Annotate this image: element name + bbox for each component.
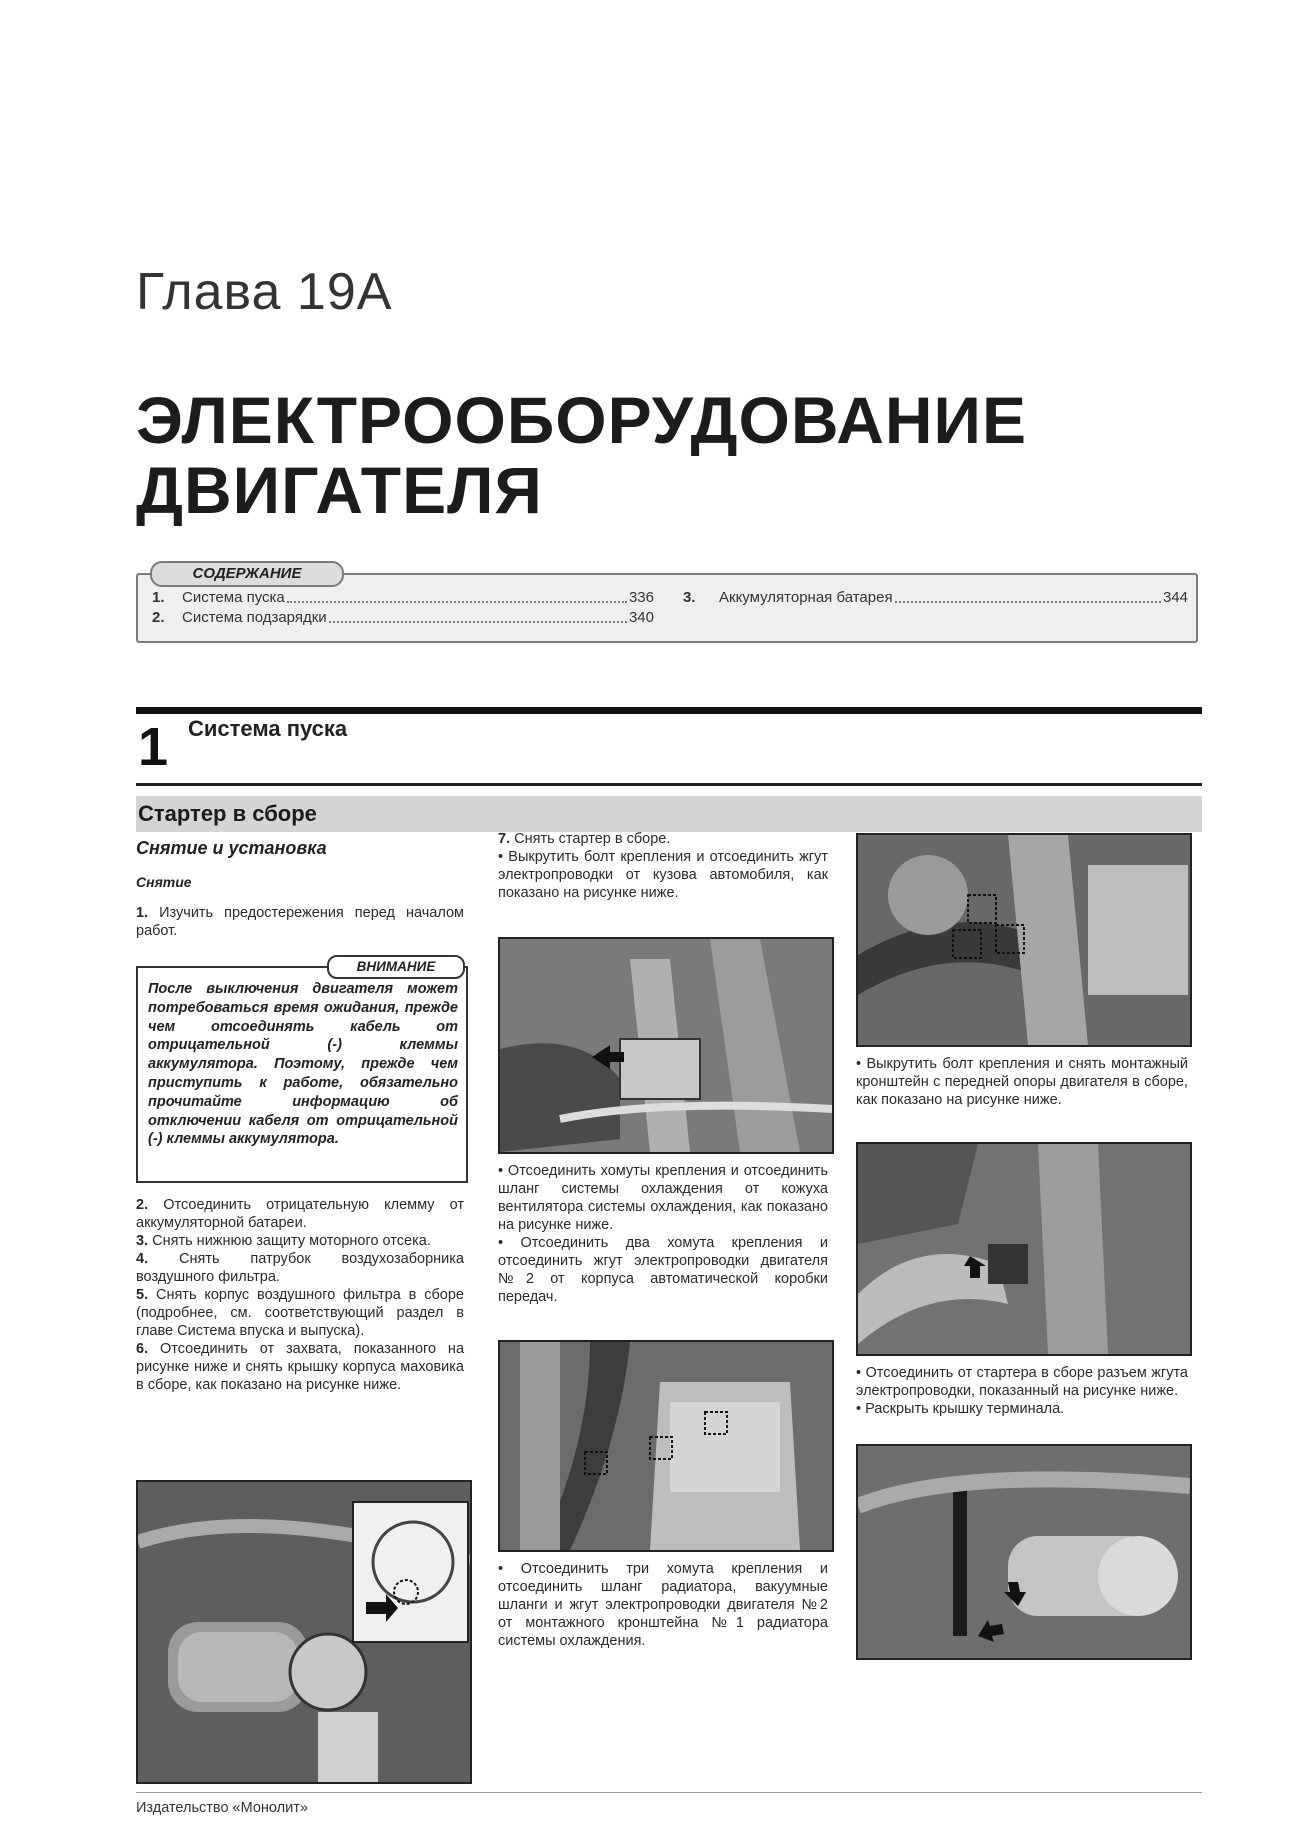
step-text: Отсоединить от захвата, показанного на рисунке ниже и снять крышку корпуса маховика в сборе, как показано на рисунке ниже. — [136, 1341, 465, 1393]
contents-item-num: 3. — [683, 589, 696, 606]
contents-item-label: Система подзарядки — [182, 609, 327, 626]
leader-dots — [329, 608, 627, 623]
bullet-text: • Отсоединить хомуты крепления и отсоединить шланг системы охлаждения от кожуха вентилятора системы охлаждения, как показано на рисунке ниже. — [498, 1163, 828, 1233]
col2-bottom-text — [498, 1560, 828, 1650]
step-number: 7. — [498, 831, 511, 847]
section-number: 1 — [138, 717, 169, 777]
contents-item-page: 336 — [628, 589, 654, 606]
leader-dots — [287, 588, 627, 603]
bullet-text: • Отсоединить три хомута крепления и отсоединить шланг радиатора, вакуумные шланги и жгут электропроводки двигателя №2 от монтажного кронштейна №1 радиатора системы охлаждения. — [498, 1561, 828, 1649]
photo-harness-bolt — [498, 937, 834, 1154]
footer-publisher: Издательство «Монолит» — [136, 1800, 308, 1816]
step-1 — [136, 904, 464, 940]
step-text: Снять стартер в сборе. — [514, 831, 671, 847]
chapter-label: Глава 19А — [136, 263, 393, 321]
warning-text: После выключения двигателя может потребоваться время ожидания, прежде чем отсоединять кабель от отрицательной (-) клеммы аккумулятора. Поэтому, прежде чем приступить к работе, обязательно прочитайте информацию об отключении кабеля от отрицательной (-) клеммы аккумулятора. — [148, 981, 458, 1148]
bullet-text: • Отсоединить два хомута крепления и отсоединить жгут электропроводки двигателя №2 от корпуса автоматической коробки передач. — [498, 1235, 828, 1305]
contents-item-label: Система пуска — [182, 589, 285, 606]
section-rule-bottom — [136, 783, 1202, 786]
footer-rule — [136, 1792, 1202, 1793]
photo-bracket-removal — [856, 1142, 1192, 1356]
contents-item[interactable] — [152, 588, 654, 608]
section-title: Система пуска — [188, 716, 348, 741]
bullet-text: • Отсоединить от стартера в сборе разъем жгута электропроводки, показанный на рисунке ниже. — [856, 1365, 1188, 1399]
step-number: 6. — [136, 1341, 149, 1357]
bullet-text: • Выкрутить болт крепления и снять монтажный кронштейн с передней опоры двигателя в сборе, как показано на рисунке ниже. — [856, 1056, 1188, 1108]
bullet-text: • Выкрутить болт крепления и отсоединить жгут электропроводки от кузова автомобиля, как показано на рисунке ниже. — [498, 849, 828, 901]
contents-item-num: 1. — [152, 589, 165, 606]
subsection-heading: Стартер в сборе — [136, 796, 1202, 832]
photo-flywheel-cover — [136, 1480, 472, 1784]
col1-subheading: Снятие — [136, 874, 192, 890]
list-item — [136, 1286, 464, 1340]
step-text: Снять корпус воздушного фильтра в сборе (подробнее, см. соответствующий раздел в главе Система впуска и выпуска). — [136, 1287, 464, 1339]
contents-item-label: Аккумуляторная батарея — [719, 589, 893, 606]
title-line-2: ДВИГАТЕЛЯ — [136, 453, 543, 527]
contents-item[interactable] — [683, 588, 1188, 608]
title-line-1: ЭЛЕКТРООБОРУДОВАНИЕ — [136, 383, 1027, 457]
contents-item[interactable] — [152, 608, 654, 628]
col2-mid-text — [498, 1162, 828, 1306]
contents-label: СОДЕРЖАНИЕ — [150, 561, 344, 587]
step-number: 4. — [136, 1251, 149, 1267]
warning-label: ВНИМАНИЕ — [327, 955, 465, 979]
step-text: Снять нижнюю защиту моторного отсека. — [152, 1233, 431, 1249]
page-title — [136, 385, 1027, 525]
step-text: Снять патрубок воздухозаборника воздушного фильтра. — [136, 1251, 464, 1285]
list-item — [136, 1232, 464, 1250]
list-item — [136, 1196, 464, 1232]
step-number: 3. — [136, 1233, 149, 1249]
col2-top-text — [498, 830, 828, 902]
photo-engine-mount — [856, 833, 1192, 1047]
steps-list — [136, 1196, 464, 1394]
contents-item-page: 340 — [628, 609, 654, 626]
step-number: 5. — [136, 1287, 149, 1303]
step-text: Отсоединить отрицательную клемму от аккумуляторной батареи. — [136, 1197, 464, 1231]
photo-starter-connector — [856, 1444, 1192, 1660]
col1-heading: Снятие и установка — [136, 838, 327, 858]
contents-item-page: 344 — [1162, 589, 1188, 606]
step-number: 1. — [136, 905, 149, 921]
list-item — [136, 1340, 464, 1394]
leader-dots — [895, 588, 1161, 603]
step-number: 2. — [136, 1197, 149, 1213]
bullet-text: • Раскрыть крышку терминала. — [856, 1401, 1065, 1417]
photo-gearbox-clamps — [498, 1340, 834, 1552]
section-rule-top — [136, 707, 1202, 714]
col3-top-text — [856, 1055, 1188, 1109]
col3-mid-text — [856, 1364, 1188, 1418]
step-text: Изучить предостережения перед началом работ. — [136, 905, 465, 939]
contents-item-num: 2. — [152, 609, 165, 626]
list-item — [136, 1250, 464, 1286]
